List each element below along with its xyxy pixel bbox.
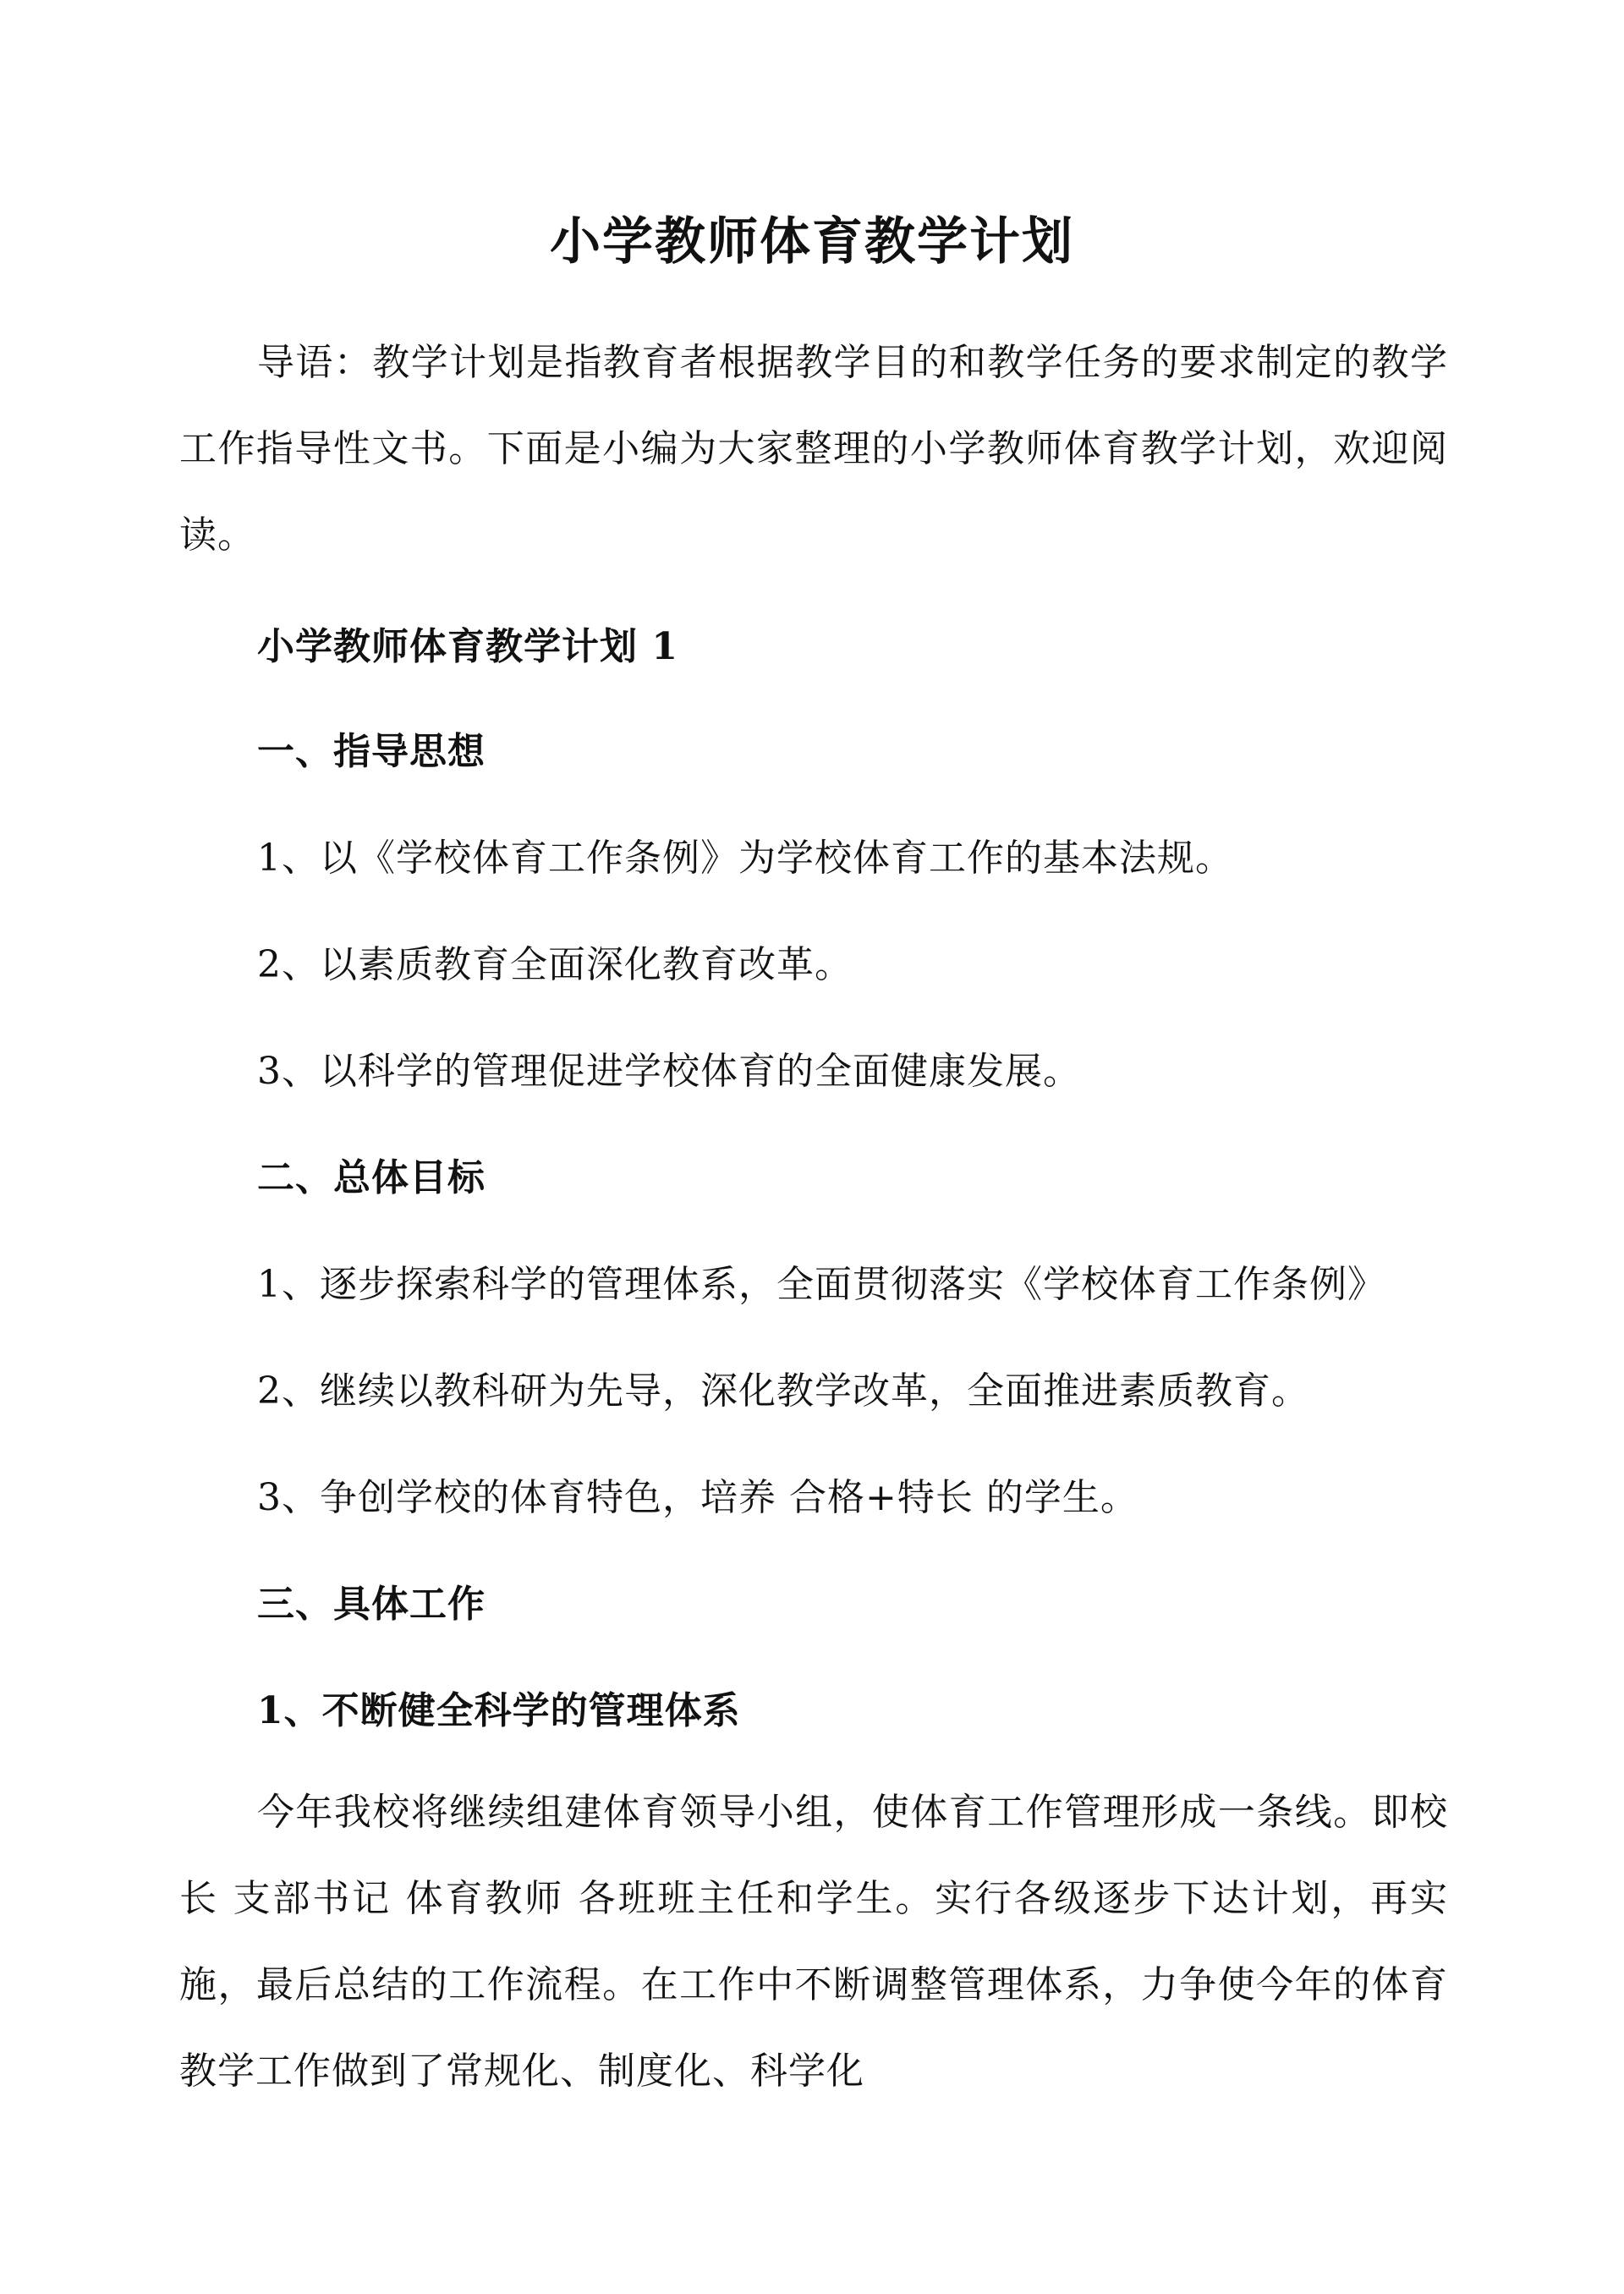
section-heading-guiding-ideology: 一、指导思想 [257,730,486,773]
list-item: 1、以《学校体育工作条例》为学校体育工作的基本法规。 [257,837,1233,880]
list-item: 1、逐步探索科学的管理体系，全面贯彻落实《学校体育工作条例》 [257,1263,1385,1306]
section-heading-specific-work: 三、具体工作 [257,1583,486,1626]
list-item: 3、争创学校的体育特色，培养 合格+特长 的学生。 [257,1476,1138,1519]
plan-subtitle: 小学教师体育教学计划 1 [257,625,678,668]
intro-paragraph: 导语：教学计划是指教育者根据教学目的和教学任务的要求制定的教学工作指导性文书。下面是小编为大家整理的小学教师体育教学计划，欢迎阅读。 [179,341,1448,557]
document-title: 小学教师体育教学计划 [550,212,1074,272]
section-heading-overall-goals: 二、总体目标 [257,1156,486,1199]
list-item: 3、以科学的管理促进学校体育的全面健康发展。 [257,1050,1081,1093]
list-item: 2、继续以教科研为先导，深化教学改革，全面推进素质教育。 [257,1369,1309,1413]
body-paragraph: 今年我校将继续组建体育领导小组，使体育工作管理形成一条线。即校长 支部书记 体育教师 各班班主任和学生。实行各级逐步下达计划，再实施，最后总结的工作流程。在工作中不断调整管理体系，力争使今年的体育教学工作做到了常规化、制度化、科学化 [179,1791,1448,2093]
list-item: 2、以素质教育全面深化教育改革。 [257,943,853,986]
subsection-heading: 1、不断健全科学的管理体系 [257,1689,741,1732]
